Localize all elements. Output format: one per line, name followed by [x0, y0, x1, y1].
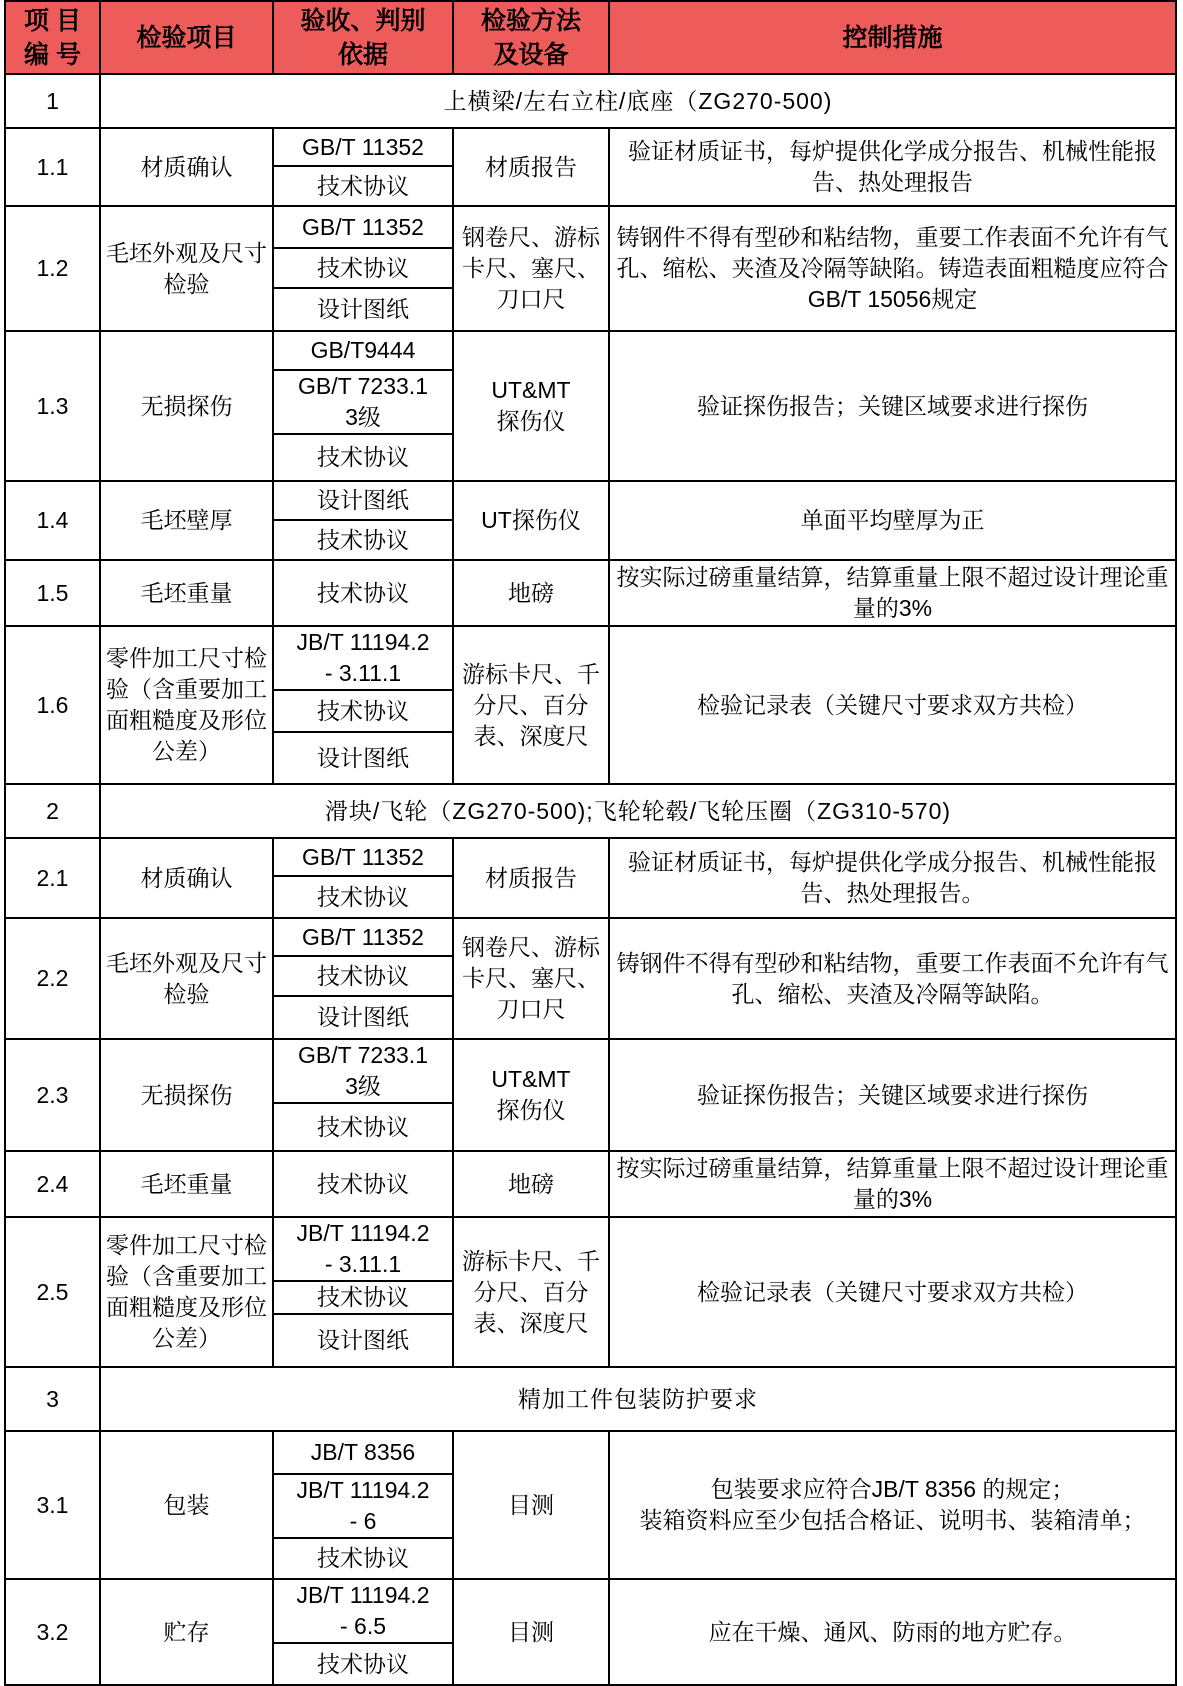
method-cell: 材质报告 [453, 128, 609, 206]
item-number: 2.3 [5, 1039, 100, 1151]
standard-cell: 设计图纸 [273, 288, 453, 331]
table-row [5, 1151, 1176, 1217]
table-body [5, 74, 1176, 1685]
item-number: 2.4 [5, 1151, 100, 1217]
item-name: 无损探伤 [100, 1039, 273, 1151]
table-row [5, 1217, 1176, 1281]
control-cell: 验证材质证书，每炉提供化学成分报告、机械性能报告、热处理报告。 [609, 838, 1176, 918]
standard-cell: 技术协议 [273, 520, 453, 560]
standard-cell: JB/T 11194.2 - 3.11.1 [273, 626, 453, 690]
header-item-no: 项 目 编 号 [5, 1, 100, 74]
item-name: 毛坯外观及尺寸检验 [100, 918, 273, 1039]
method-cell: 钢卷尺、游标卡尺、塞尺、刀口尺 [453, 206, 609, 331]
method-cell: 目测 [453, 1579, 609, 1685]
standard-cell: JB/T 11194.2 - 6 [273, 1474, 453, 1538]
standard-cell: GB/T 11352 [273, 128, 453, 166]
method-cell: UT&MT 探伤仪 [453, 1039, 609, 1151]
section-title: 精加工件包装防护要求 [100, 1367, 1176, 1431]
standard-cell: 设计图纸 [273, 732, 453, 784]
control-cell: 验证材质证书，每炉提供化学成分报告、机械性能报告、热处理报告 [609, 128, 1176, 206]
item-name: 材质确认 [100, 128, 273, 206]
standard-cell: 设计图纸 [273, 481, 453, 520]
table-row [5, 1039, 1176, 1103]
section-number: 3 [5, 1367, 100, 1431]
method-cell: UT&MT 探伤仪 [453, 331, 609, 481]
item-name: 材质确认 [100, 838, 273, 918]
item-number: 1.5 [5, 560, 100, 626]
table-row [5, 1579, 1176, 1643]
section-row [5, 74, 1176, 128]
method-cell: UT探伤仪 [453, 481, 609, 560]
control-cell: 应在干燥、通风、防雨的地方贮存。 [609, 1579, 1176, 1685]
standard-cell: 技术协议 [273, 248, 453, 288]
header-control: 控制措施 [609, 1, 1176, 74]
header-basis: 验收、判别 依据 [273, 1, 453, 74]
standard-cell: 技术协议 [273, 1281, 453, 1314]
standard-cell: 技术协议 [273, 434, 453, 481]
inspection-table [4, 0, 1177, 1686]
control-cell: 铸钢件不得有型砂和粘结物，重要工作表面不允许有气孔、缩松、夹渣及冷隔等缺陷。 [609, 918, 1176, 1039]
table-row [5, 1431, 1176, 1474]
control-cell: 检验记录表（关键尺寸要求双方共检） [609, 1217, 1176, 1367]
standard-cell: GB/T9444 [273, 331, 453, 370]
method-cell: 目测 [453, 1431, 609, 1579]
section-row [5, 784, 1176, 838]
section-number: 1 [5, 74, 100, 128]
standard-cell: 技术协议 [273, 690, 453, 732]
header-row [5, 1, 1176, 74]
header-item: 检验项目 [100, 1, 273, 74]
item-name: 毛坯壁厚 [100, 481, 273, 560]
standard-cell: JB/T 11194.2 - 3.11.1 [273, 1217, 453, 1281]
standard-cell: 技术协议 [273, 876, 453, 918]
standard-cell: 技术协议 [273, 956, 453, 996]
standard-cell: GB/T 11352 [273, 918, 453, 956]
item-name: 毛坯重量 [100, 1151, 273, 1217]
section-number: 2 [5, 784, 100, 838]
item-name: 包装 [100, 1431, 273, 1579]
standard-cell: GB/T 11352 [273, 206, 453, 248]
item-number: 1.4 [5, 481, 100, 560]
section-title: 滑块/飞轮（ZG270-500);飞轮轮毂/飞轮压圈（ZG310-570) [100, 784, 1176, 838]
standard-cell: 技术协议 [273, 1103, 453, 1151]
standard-cell: 技术协议 [273, 1151, 453, 1217]
table-row [5, 560, 1176, 626]
table-row [5, 128, 1176, 166]
table-row [5, 331, 1176, 370]
table-row [5, 481, 1176, 520]
standard-cell: 设计图纸 [273, 1314, 453, 1367]
item-number: 1.3 [5, 331, 100, 481]
standard-cell: 技术协议 [273, 1538, 453, 1579]
control-cell: 按实际过磅重量结算，结算重量上限不超过设计理论重量的3% [609, 560, 1176, 626]
item-name: 贮存 [100, 1579, 273, 1685]
standard-cell: GB/T 7233.1 3级 [273, 370, 453, 434]
method-cell: 地磅 [453, 1151, 609, 1217]
control-cell: 检验记录表（关键尺寸要求双方共检） [609, 626, 1176, 784]
standard-cell: 设计图纸 [273, 996, 453, 1039]
method-cell: 地磅 [453, 560, 609, 626]
control-cell: 验证探伤报告；关键区域要求进行探伤 [609, 331, 1176, 481]
item-name: 无损探伤 [100, 331, 273, 481]
section-title: 上横梁/左右立柱/底座（ZG270-500) [100, 74, 1176, 128]
table-row [5, 206, 1176, 248]
standard-cell: GB/T 11352 [273, 838, 453, 876]
item-number: 3.2 [5, 1579, 100, 1685]
item-name: 零件加工尺寸检验（含重要加工面粗糙度及形位公差） [100, 1217, 273, 1367]
item-name: 毛坯外观及尺寸检验 [100, 206, 273, 331]
table-row [5, 626, 1176, 690]
section-row [5, 1367, 1176, 1431]
standard-cell: 技术协议 [273, 560, 453, 626]
item-number: 2.5 [5, 1217, 100, 1367]
standard-cell: JB/T 8356 [273, 1431, 453, 1474]
item-number: 3.1 [5, 1431, 100, 1579]
control-cell: 铸钢件不得有型砂和粘结物，重要工作表面不允许有气孔、缩松、夹渣及冷隔等缺陷。铸造表面粗糙度应符合GB/T 15056规定 [609, 206, 1176, 331]
item-number: 2.2 [5, 918, 100, 1039]
standard-cell: JB/T 11194.2 - 6.5 [273, 1579, 453, 1643]
item-number: 1.2 [5, 206, 100, 331]
table-row [5, 918, 1176, 956]
control-cell: 单面平均壁厚为正 [609, 481, 1176, 560]
method-cell: 钢卷尺、游标卡尺、塞尺、刀口尺 [453, 918, 609, 1039]
header-method: 检验方法 及设备 [453, 1, 609, 74]
standard-cell: 技术协议 [273, 166, 453, 206]
method-cell: 材质报告 [453, 838, 609, 918]
method-cell: 游标卡尺、千分尺、百分表、深度尺 [453, 626, 609, 784]
control-cell: 验证探伤报告；关键区域要求进行探伤 [609, 1039, 1176, 1151]
method-cell: 游标卡尺、千分尺、百分表、深度尺 [453, 1217, 609, 1367]
item-number: 1.6 [5, 626, 100, 784]
control-cell: 按实际过磅重量结算，结算重量上限不超过设计理论重量的3% [609, 1151, 1176, 1217]
item-name: 零件加工尺寸检验（含重要加工面粗糙度及形位公差） [100, 626, 273, 784]
standard-cell: GB/T 7233.1 3级 [273, 1039, 453, 1103]
item-number: 2.1 [5, 838, 100, 918]
item-number: 1.1 [5, 128, 100, 206]
control-cell: 包装要求应符合JB/T 8356 的规定； 装箱资料应至少包括合格证、说明书、装箱清单； [609, 1431, 1176, 1579]
item-name: 毛坯重量 [100, 560, 273, 626]
table-row [5, 838, 1176, 876]
standard-cell: 技术协议 [273, 1643, 453, 1685]
